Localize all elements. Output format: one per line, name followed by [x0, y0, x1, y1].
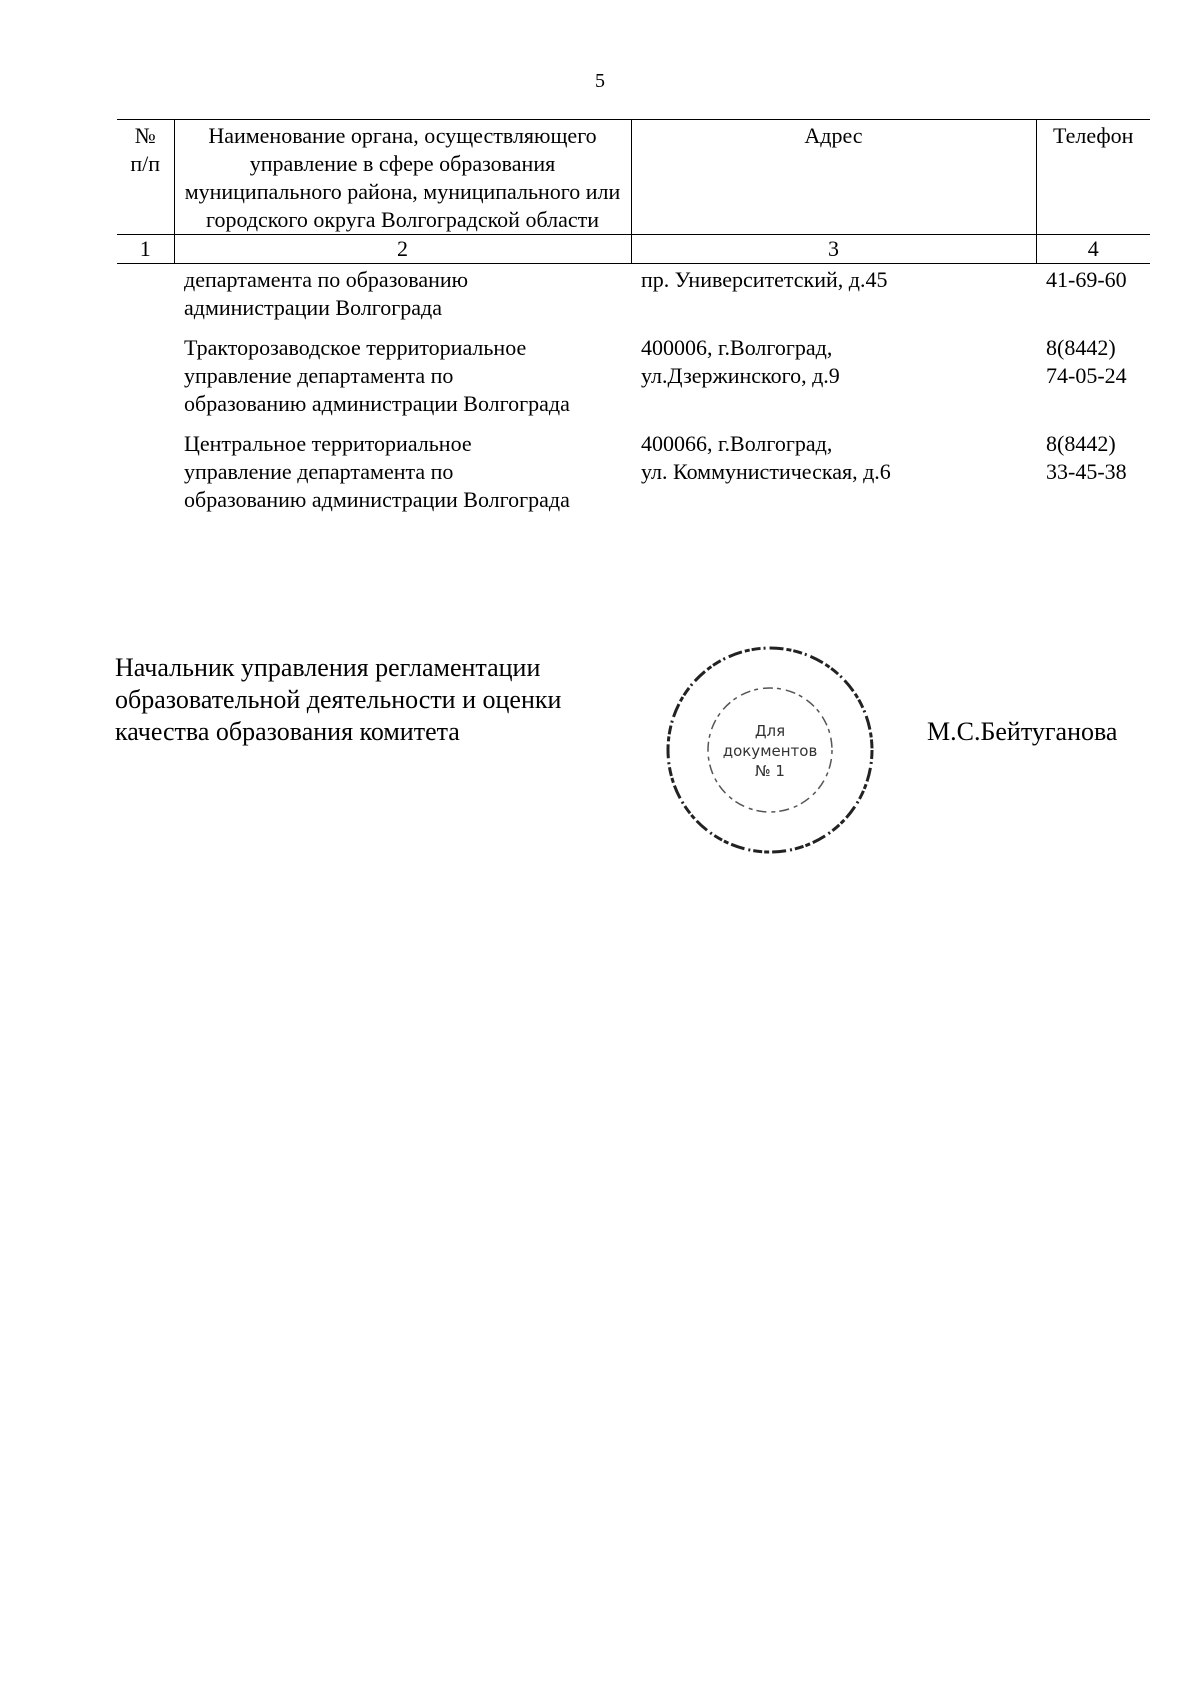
official-stamp	[660, 640, 880, 860]
column-number-1: 1	[117, 235, 174, 264]
organization-address: пр. Университетский, д.45	[641, 267, 888, 292]
organization-name: Тракторозаводское территориальное управление департамента по образованию администрации Волгограда	[184, 335, 570, 416]
table-header-row	[117, 120, 1150, 235]
signatory-name: М.С.Бейтуганова	[927, 717, 1118, 746]
column-number-2: 2	[174, 235, 631, 264]
organization-address: 400066, г.Волгоград, ул. Коммунистическая, д.6	[641, 431, 891, 484]
stamp-text-line-1: Для	[754, 722, 786, 740]
signatory-position: Начальник управления регламентации образовательной деятельности и оценки качества образования комитета	[115, 653, 562, 746]
page-number: 5	[595, 70, 605, 92]
table-row	[117, 322, 1150, 418]
header-phone: Телефон	[1036, 120, 1150, 235]
table-row	[117, 418, 1150, 514]
organization-phone: 8(8442) 33-45-38	[1046, 431, 1127, 484]
organization-name: департамента по образованию администрации Волгограда	[184, 267, 469, 320]
header-number: № п/п	[117, 120, 174, 235]
row-number	[117, 264, 174, 323]
stamp-text-line-2: документов	[722, 742, 818, 760]
column-numbers-row	[117, 235, 1150, 264]
table-row	[117, 264, 1150, 323]
header-address: Адрес	[631, 120, 1036, 235]
organization-address: 400006, г.Волгоград, ул.Дзержинского, д.9	[641, 335, 840, 388]
header-organization: Наименование органа, осуществляющего управление в сфере образования муниципального района, муниципального или городского округа Волгоградской области	[174, 120, 631, 235]
column-number-4: 4	[1036, 235, 1150, 264]
organizations-table	[117, 119, 1150, 514]
column-number-3: 3	[631, 235, 1036, 264]
organization-phone: 41-69-60	[1046, 267, 1127, 292]
stamp-text-line-3: № 1	[755, 762, 785, 780]
organization-name: Центральное территориальное управление департамента по образованию администрации Волгограда	[184, 431, 570, 512]
row-number	[117, 418, 174, 514]
row-number	[117, 322, 174, 418]
organization-phone: 8(8442) 74-05-24	[1046, 335, 1127, 388]
